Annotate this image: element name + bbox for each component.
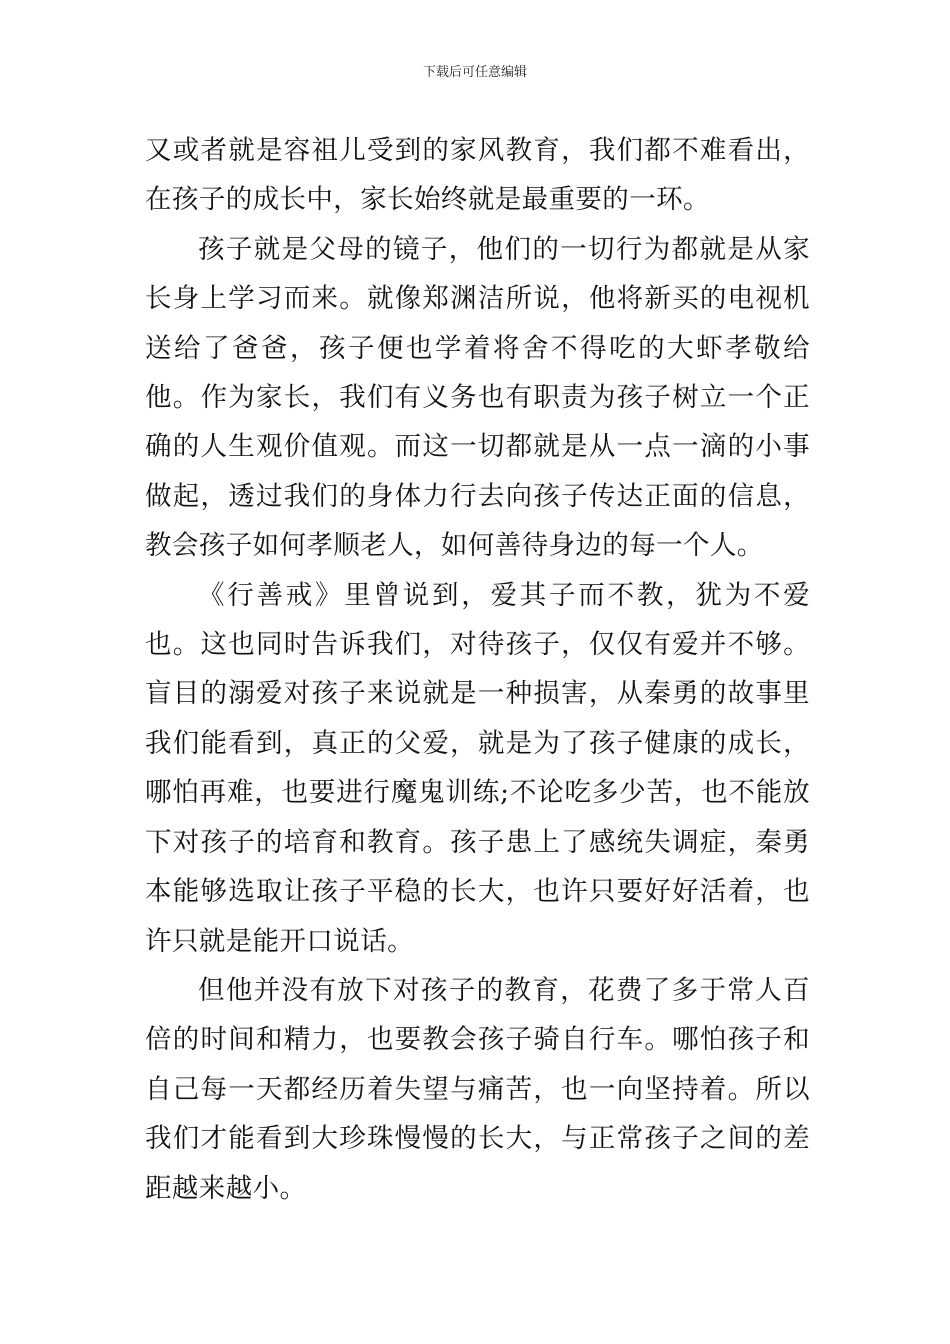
paragraph-2: 孩子就是父母的镜子，他们的一切行为都就是从家长身上学习而来。就像郑渊洁所说，他将新买的电视机送给了爸爸，孩子便也学着将舍不得吃的大虾孝敬给他。作为家长，我们有义务也有职责为孩子树立一个正确的人生观价值观。而这一切都就是从一点一滴的小事做起，透过我们的身体力行去向孩子传达正面的信息，教会孩子如何孝顺老人，如何善待身边的每一个人。 [145, 233, 810, 562]
paragraph-1: 又或者就是容祖儿受到的家风教育，我们都不难看出，在孩子的成长中，家长始终就是最重要的一环。 [145, 135, 810, 216]
paragraph-3: 《行善戒》里曾说到，爱其子而不教，犹为不爱也。这也同时告诉我们，对待孩子，仅仅有爱并不够。盲目的溺爱对孩子来说就是一种损害，从秦勇的故事里我们能看到，真正的父爱，就是为了孩子健康的成长，哪怕再难，也要进行魔鬼训练;不论吃多少苦，也不能放下对孩子的培育和教育。孩子患上了感统失调症，秦勇本能够选取让孩子平稳的长大，也许只要好好活着，也许只就是能开口说话。 [145, 579, 810, 957]
paragraph-4: 但他并没有放下对孩子的教育，花费了多于常人百倍的时间和精力，也要教会孩子骑自行车。哪怕孩子和自己每一天都经历着失望与痛苦，也一向坚持着。所以我们才能看到大珍珠慢慢的长大，与正常孩子之间的差距越来越小。 [145, 974, 810, 1204]
document-body [145, 126, 810, 1213]
page-header: 下载后可任意编辑 [422, 65, 527, 80]
